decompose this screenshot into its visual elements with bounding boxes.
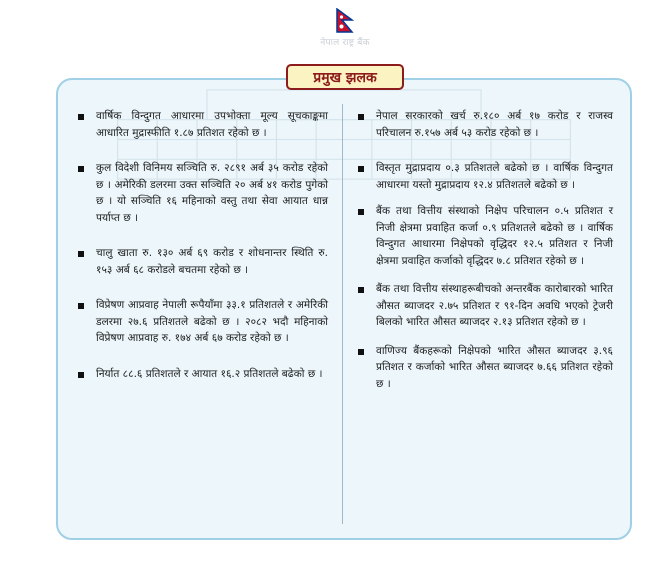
list-item — [78, 160, 328, 226]
list-item — [78, 108, 328, 141]
list-item-text: बैंक तथा वित्तीय संस्थाहरूबीचको अन्तरबैंक कारोबारको भारित औसत ब्याजदर २.७५ प्रतिशत र ९१-दिन अवधि भएको ट्रेजरी बिलको भारित औसत ब्याजदर २.१३ प्रतिशत रहेको छ । — [376, 283, 613, 328]
list-item — [358, 343, 613, 393]
list-item-text: वाणिज्य बैंकहरूको निक्षेपको भारित औसत ब्याजदर ३.९६ प्रतिशत र कर्जाको भारित औसत ब्याजदर ७.६६ प्रतिशत रहेको छ । — [376, 344, 613, 390]
list-item — [358, 108, 613, 141]
list-item — [358, 203, 613, 269]
page-title: प्रमुख झलक — [313, 69, 377, 86]
list-item-text: वार्षिक विन्दुगत आधारमा उपभोक्ता मूल्य सूचकाङ्कमा आधारित मुद्रास्फीति १.८७ प्रतिशत रहेको छ । — [96, 110, 328, 139]
emblem-text: नेपाल राष्ट्र बैंक — [320, 38, 370, 48]
bullet-square-icon — [358, 209, 364, 215]
bullet-square-icon — [358, 114, 364, 120]
right-column — [358, 108, 613, 392]
list-item — [78, 297, 328, 347]
emblem-logo — [305, 8, 385, 58]
list-item-text: विस्तृत मुद्राप्रदाय ०.३ प्रतिशतले बढेको छ । वार्षिक विन्दुगत आधारमा यस्तो मुद्राप्रदाय १२.४ प्रतिशतले बढेको छ । — [376, 162, 613, 191]
left-column — [78, 108, 328, 382]
list-item — [78, 366, 328, 383]
bullet-square-icon — [78, 303, 84, 309]
list-item — [358, 281, 613, 331]
list-item — [78, 245, 328, 278]
list-item — [358, 160, 613, 193]
title-badge — [286, 64, 404, 90]
bullet-square-icon — [358, 166, 364, 172]
bullet-square-icon — [358, 287, 364, 293]
list-item-text: चालु खाता रु. १३० अर्ब ६९ करोड र शोधनान्तर स्थिति रु. १५३ अर्ब ६८ करोडले बचतमा रहेको छ । — [96, 247, 328, 276]
column-divider — [342, 104, 343, 524]
bullet-square-icon — [358, 349, 364, 355]
bullet-square-icon — [78, 251, 84, 257]
bullet-square-icon — [78, 114, 84, 120]
list-item-text: नेपाल सरकारको खर्च रु.१८० अर्ब १७ करोड र राजस्व परिचालन रु.१५७ अर्ब ५३ करोड रहेको छ । — [376, 110, 613, 139]
list-item-text: बैंक तथा वित्तीय संस्थाको निक्षेप परिचालन ०.५ प्रतिशत र निजी क्षेत्रमा प्रवाहित कर्जा ०.९ प्रतिशतले बढेको छ । वार्षिक विन्दुगत आधारमा निक्षेपको वृद्धिदर १२.५ प्रतिशत र निजी क्षेत्रमा प्रवाहित कर्जाको वृद्धिदर ७.८ प्रतिशत रहेको छ । — [376, 205, 613, 267]
bullet-square-icon — [78, 166, 84, 172]
nepal-flag-icon — [335, 8, 355, 34]
bullet-square-icon — [78, 372, 84, 378]
list-item-text: विप्रेषण आप्रवाह नेपाली रूपैयाँमा ३३.१ प्रतिशतले र अमेरिकी डलरमा २७.६ प्रतिशतले बढेको छ । २०८२ भदौ महिनाको विप्रेषण आप्रवाह रु. १७४ अर्ब ६७ करोड रहेको छ । — [96, 299, 328, 344]
list-item-text: कुल विदेशी विनिमय सञ्चिति रु. २८९१ अर्ब ३५ करोड रहेको छ । अमेरिकी डलरमा उक्त सञ्चिति २० अर्ब ४१ करोड पुगेको छ । यो सञ्चिति १६ महिनाको वस्तु तथा सेवा आयात धान्न पर्याप्त छ । — [96, 162, 328, 224]
list-item-text: निर्यात ८८.६ प्रतिशतले र आयात १६.२ प्रतिशतले बढेको छ । — [96, 367, 323, 380]
